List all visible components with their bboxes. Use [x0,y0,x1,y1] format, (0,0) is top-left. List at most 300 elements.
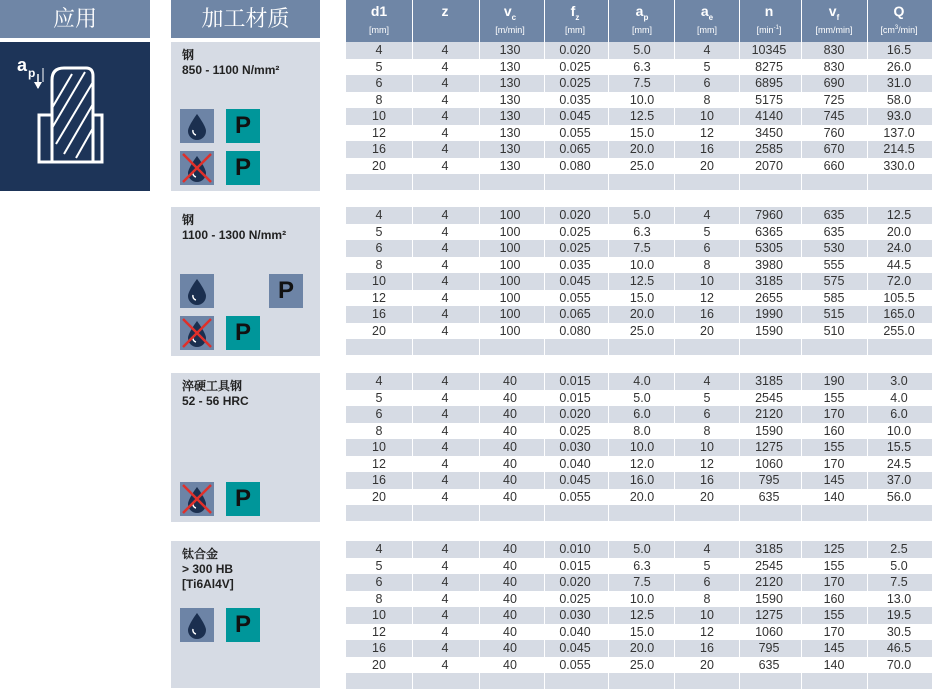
column-divider [544,373,545,521]
table-cell: 7.5 [633,76,651,90]
column-header [542,0,608,42]
table-cell: 100 [499,323,521,338]
column-divider [412,541,413,689]
column-divider [739,541,740,689]
table-cell: 40 [503,473,517,487]
table-cell: 40 [503,542,517,556]
table-cell: 4 [375,208,383,222]
table-cell: 2120 [755,575,783,589]
table-row [346,390,932,407]
symbol-text: n [764,3,774,19]
column-divider [479,207,480,355]
table-cell: 4 [375,43,383,57]
header-divider [801,0,802,42]
drop-icon [180,109,214,143]
header-divider [608,0,609,42]
table-cell: 24.5 [886,456,912,471]
table-cell: 830 [823,59,845,74]
column-symbol [739,3,799,22]
table-cell: 515 [823,307,845,321]
table-cell: 0.015 [559,558,591,573]
table-cell: 4 [441,257,449,272]
table-row [346,640,932,657]
column-divider [674,42,675,190]
column-divider [739,373,740,521]
material-name [182,547,234,592]
table-row [346,624,932,641]
table-cell: 37.0 [886,473,912,487]
table-cell: 4 [441,92,449,107]
table-cell: 4 [441,125,449,140]
column-divider [867,207,868,355]
material-panel [171,373,320,522]
table-cell: 5.0 [633,390,651,405]
table-cell: 160 [823,591,845,606]
table-cell: 4.0 [890,390,908,405]
table-cell: 10 [700,608,714,622]
application-header: 应用 [0,0,150,38]
table-cell: 40 [503,456,517,471]
table-cell: 10 [372,608,386,622]
table-row [346,323,932,340]
table-cell: 0.055 [559,657,591,672]
symbol-subscript: p [643,12,649,22]
table-cell: 4 [441,142,449,156]
table-cell: 10 [372,109,386,123]
symbol-text: f [570,3,576,19]
p-icon: P [226,316,260,350]
table-cell: 40 [503,489,517,504]
cutting-data-block [346,373,932,521]
table-cell: 0.045 [559,109,591,123]
table-cell: 137.0 [883,125,915,140]
table-cell: 4 [441,657,449,672]
header-divider [479,0,480,42]
column-divider [674,541,675,689]
symbol-text: d1 [370,3,388,19]
unit-end: /min] [898,25,918,35]
table-cell: 0.055 [559,125,591,140]
ap-label: a [17,55,28,75]
table-cell: 2655 [755,290,783,305]
table-cell: 0.035 [559,92,591,107]
table-cell: 15.0 [629,125,655,140]
table-cell: 24.0 [886,241,912,255]
table-cell: 0.025 [559,76,591,90]
table-cell: 0.040 [559,624,591,639]
table-cell: 16 [372,307,386,321]
table-cell: 5 [375,224,383,239]
table-cell: 635 [758,489,780,504]
table-cell: 12 [372,456,386,471]
table-spacer-row [346,174,932,190]
drop-icon [180,274,214,308]
header-divider [739,0,740,42]
table-cell: 555 [823,257,845,272]
table-row [346,207,932,224]
table-cell: 3185 [755,542,783,556]
table-cell: 4 [441,558,449,573]
table-cell: 145 [823,473,845,487]
table-cell: 16 [372,641,386,655]
table-row [346,224,932,241]
symbol-text: Q [893,3,905,19]
column-symbol [866,3,932,22]
column-symbol [346,3,412,22]
table-cell: 0.080 [559,158,591,173]
table-row [346,158,932,175]
table-cell: 16 [700,641,714,655]
column-header [609,0,675,42]
table-cell: 155 [823,440,845,454]
table-cell: 7.5 [633,241,651,255]
table-cell: 635 [823,224,845,239]
table-cell: 25.0 [629,323,655,338]
column-unit [542,25,608,35]
table-cell: 4 [441,274,449,288]
table-cell: 0.065 [559,307,591,321]
table-cell: 3.0 [890,374,908,388]
table-row [346,657,932,674]
table-cell: 3185 [755,274,783,288]
table-cell: 20 [700,657,714,672]
material-name-line: 850 - 1100 N/mm² [182,63,280,77]
material-name-line: 钛合金 [182,547,219,561]
table-cell: 130 [499,125,521,140]
drop-icon [180,608,214,642]
table-cell: 8 [703,591,711,606]
table-cell: 100 [499,224,521,239]
table-cell: 0.025 [559,423,591,438]
table-cell: 12 [372,290,386,305]
column-divider [544,207,545,355]
table-cell: 0.025 [559,241,591,255]
table-cell: 10345 [751,43,787,57]
table-cell: 12.5 [886,208,912,222]
table-cell: 4 [441,59,449,74]
table-cell: 130 [499,142,521,156]
table-cell: 8 [703,92,711,107]
material-name [182,379,249,409]
table-cell: 8 [375,92,383,107]
table-cell: 40 [503,390,517,405]
table-cell: 1060 [755,624,783,639]
column-header [477,0,543,42]
table-cell: 155 [823,390,845,405]
table-cell: 130 [499,92,521,107]
column-divider [544,541,545,689]
table-cell: 12.5 [629,109,655,123]
column-divider [412,42,413,190]
table-cell: 4 [441,290,449,305]
unit-text: [mm] [565,25,585,35]
table-row [346,558,932,575]
header-divider [544,0,545,42]
column-divider [739,207,740,355]
table-cell: 4 [703,542,711,556]
unit-text: [mm] [369,25,389,35]
table-cell: 100 [499,257,521,272]
table-cell: 510 [823,323,845,338]
table-cell: 5.0 [890,558,908,573]
table-cell: 16.5 [886,43,912,57]
table-cell: 0.025 [559,224,591,239]
table-cell: 40 [503,423,517,438]
table-cell: 0.020 [559,407,591,421]
table-cell: 10 [372,274,386,288]
material-name-line: > 300 HB [182,562,234,576]
column-divider [608,42,609,190]
table-cell: 16 [700,473,714,487]
table-cell: 725 [823,92,845,107]
table-cell: 0.030 [559,608,591,622]
column-divider [479,373,480,521]
table-cell: 4 [441,241,449,255]
table-cell: 5 [703,558,711,573]
table-cell: 58.0 [886,92,912,107]
p-icon: P [226,482,260,516]
table-cell: 25.0 [629,657,655,672]
table-cell: 0.020 [559,575,591,589]
table-cell: 4 [441,423,449,438]
table-cell: 16 [372,473,386,487]
table-cell: 10.0 [629,440,655,454]
table-cell: 4 [441,641,449,655]
cutting-data-block [346,207,932,355]
material-name [182,213,286,243]
table-cell: 2545 [755,558,783,573]
table-cell: 72.0 [886,274,912,288]
table-cell: 0.065 [559,142,591,156]
table-row [346,423,932,440]
table-cell: 4 [441,407,449,421]
table-row [346,75,932,92]
table-cell: 40 [503,558,517,573]
table-cell: 690 [823,76,845,90]
table-cell: 10 [372,440,386,454]
table-cell: 170 [823,456,845,471]
table-cell: 4 [441,208,449,222]
side-milling-ap-icon [0,42,150,191]
dry-icon [180,482,214,516]
table-cell: 100 [499,307,521,321]
table-cell: 4 [441,307,449,321]
table-cell: 20 [372,158,386,173]
table-cell: 4 [441,224,449,239]
table-cell: 10 [700,440,714,454]
table-cell: 16 [700,307,714,321]
table-cell: 1590 [755,423,783,438]
symbol-subscript: e [708,12,714,22]
table-cell: 15.5 [886,440,912,454]
table-cell: 40 [503,407,517,421]
table-cell: 140 [823,489,845,504]
table-cell: 6 [703,241,711,255]
ap-sub-label: p [28,66,36,80]
table-cell: 0.025 [559,59,591,74]
table-cell: 6 [375,575,383,589]
column-unit [609,25,675,35]
column-divider [608,373,609,521]
table-cell: 12 [372,125,386,140]
table-cell: 26.0 [886,59,912,74]
column-symbol [801,3,867,22]
table-cell: 6 [375,241,383,255]
table-cell: 20.0 [629,307,655,321]
table-cell: 170 [823,624,845,639]
table-cell: 40 [503,657,517,672]
column-header [801,0,867,42]
table-cell: 8 [375,423,383,438]
table-cell: 4140 [755,109,783,123]
table-cell: 1590 [755,591,783,606]
table-cell: 160 [823,423,845,438]
table-cell: 155 [823,608,845,622]
table-cell: 4 [441,323,449,338]
column-divider [412,207,413,355]
table-cell: 7960 [755,208,783,222]
column-divider [801,207,802,355]
table-spacer-row [346,339,932,355]
unit-text: [m/min] [495,25,525,35]
unit-text: [mm] [697,25,717,35]
column-divider [867,541,868,689]
table-cell: 15.0 [629,290,655,305]
table-cell: 4 [441,158,449,173]
material-name-line: 1100 - 1300 N/mm² [182,228,287,242]
table-cell: 6 [703,407,711,421]
table-cell: 145 [823,641,845,655]
table-cell: 8.0 [633,423,651,438]
table-cell: 0.015 [559,390,591,405]
material-name-line: 淬硬工具钢 [182,379,243,393]
table-cell: 20 [700,489,714,504]
table-cell: 8275 [755,59,783,74]
table-cell: 0.020 [559,208,591,222]
table-cell: 16 [700,142,714,156]
material-name-line: 钢 [182,48,195,62]
table-cell: 12 [700,456,714,471]
column-divider [412,373,413,521]
table-cell: 40 [503,440,517,454]
table-row [346,607,932,624]
p-gray-icon: P [269,274,303,308]
column-unit [346,25,412,35]
table-cell: 5.0 [633,43,651,57]
table-cell: 635 [823,208,845,222]
table-cell: 4 [441,440,449,454]
table-cell: 4 [441,43,449,57]
table-cell: 16 [372,142,386,156]
table-cell: 4 [441,456,449,471]
table-cell: 660 [823,158,845,173]
table-cell: 8 [375,257,383,272]
table-cell: 4 [441,374,449,388]
table-cell: 745 [823,109,845,123]
table-cell: 40 [503,641,517,655]
table-cell: 4 [375,374,383,388]
table-row [346,439,932,456]
symbol-text: a [700,3,709,19]
table-cell: 93.0 [886,109,912,123]
table-cell: 130 [499,43,521,57]
table-cell: 130 [499,109,521,123]
unit-text: [min [756,25,774,35]
table-cell: 10.0 [629,591,655,606]
table-cell: 575 [823,274,845,288]
table-row [346,59,932,76]
table-cell: 5 [375,390,383,405]
table-cell: 8 [703,257,711,272]
table-cell: 13.0 [886,591,912,606]
table-cell: 0.045 [559,274,591,288]
table-cell: 670 [823,142,845,156]
table-cell: 7.5 [633,575,651,589]
table-cell: 40 [503,608,517,622]
symbol-text: a [635,3,644,19]
table-cell: 40 [503,624,517,639]
table-cell: 190 [823,374,845,388]
table-row [346,290,932,307]
column-unit [866,25,932,35]
column-unit [674,25,740,35]
table-cell: 10.0 [629,92,655,107]
table-row [346,125,932,142]
symbol-subscript: z [575,12,580,22]
table-cell: 0.025 [559,591,591,606]
column-symbol [542,3,608,22]
table-cell: 2.5 [890,542,908,556]
table-cell: 100 [499,241,521,255]
dry-icon [180,151,214,185]
table-cell: 6895 [755,76,783,90]
column-symbol [477,3,543,22]
table-cell: 100 [499,208,521,222]
column-unit [801,25,867,35]
material-panel [171,541,320,688]
table-cell: 0.080 [559,323,591,338]
table-cell: 795 [758,641,780,655]
table-cell: 10 [700,109,714,123]
header-divider [412,0,413,42]
table-cell: 6 [703,76,711,90]
table-cell: 56.0 [886,489,912,504]
table-cell: 5175 [755,92,783,107]
column-header [412,0,478,42]
unit-superscript: -1 [773,25,779,31]
table-cell: 4 [703,374,711,388]
table-cell: 4 [375,542,383,556]
material-panel [171,42,320,191]
column-divider [867,42,868,190]
table-row [346,406,932,423]
table-cell: 130 [499,158,521,173]
table-row [346,591,932,608]
unit-text: [mm/min] [815,25,853,35]
table-cell: 4 [441,76,449,90]
table-row [346,456,932,473]
table-cell: 8 [375,591,383,606]
table-cell: 635 [758,657,780,672]
table-cell: 5 [375,59,383,74]
table-cell: 6 [375,407,383,421]
column-divider [674,207,675,355]
table-cell: 10 [700,274,714,288]
table-cell: 12.0 [629,456,655,471]
table-row [346,240,932,257]
table-cell: 100 [499,290,521,305]
table-row [346,541,932,558]
